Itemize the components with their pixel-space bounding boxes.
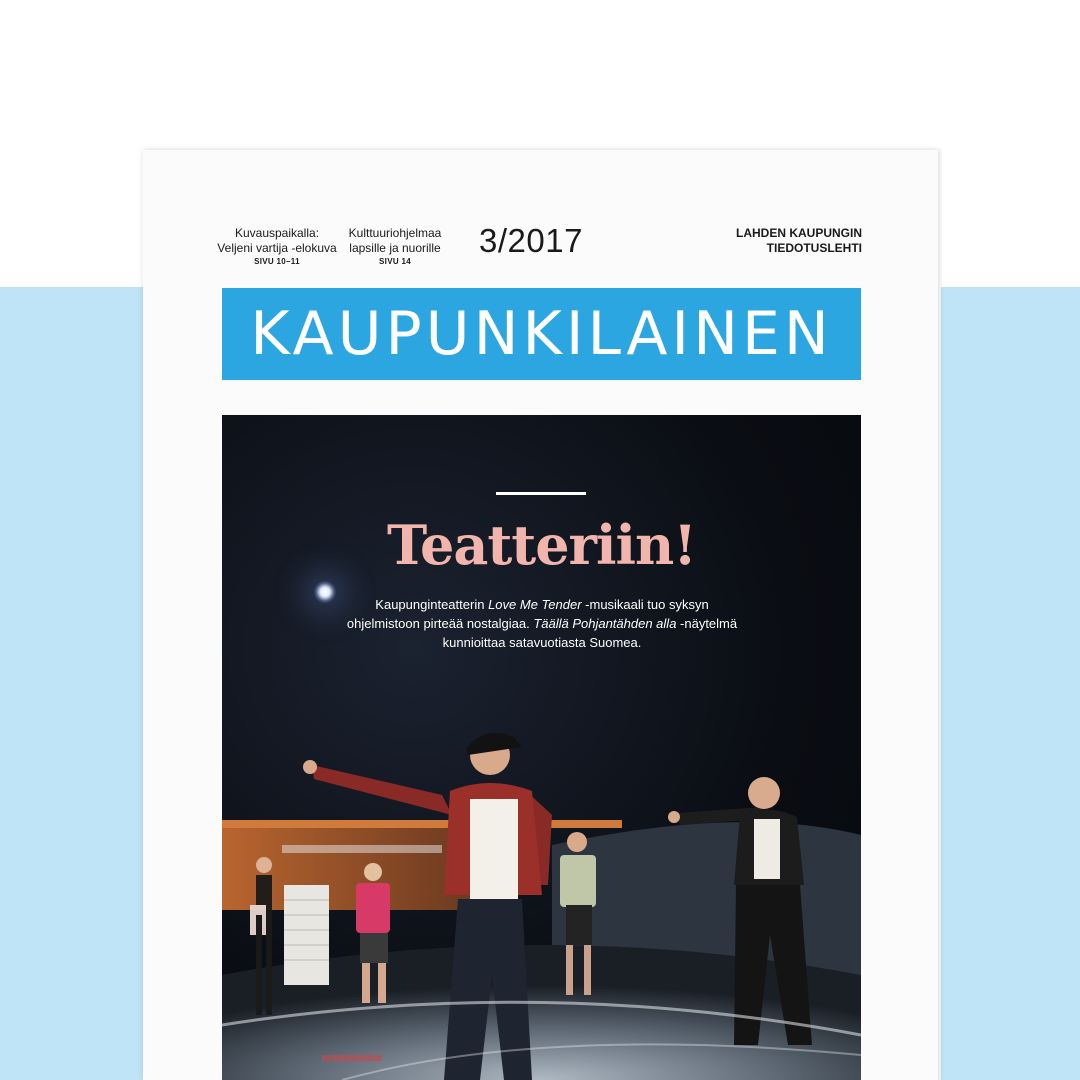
teaser-page-ref: SIVU 10–11 <box>254 257 300 266</box>
masthead-title: KAUPUNKILAINEN <box>250 299 833 369</box>
publisher-label <box>736 226 862 256</box>
lede-text: Kaupunginteatterin <box>375 597 489 612</box>
teaser-filming-location[interactable] <box>217 226 337 268</box>
teaser-culture-program[interactable] <box>339 226 451 268</box>
publisher-line: TIEDOTUSLEHTI <box>766 241 862 255</box>
cover-photo[interactable] <box>222 415 861 1080</box>
paper-edge <box>938 154 941 1080</box>
lede-title: Love Me Tender <box>488 597 582 612</box>
masthead <box>222 288 861 380</box>
newspaper-page <box>143 150 938 1080</box>
lede-title: Täällä Pohjantähden alla <box>533 616 677 631</box>
issue-number: 3/2017 <box>479 222 583 259</box>
lede-text: -musikaali tuo syksyn ohjelmistoon pirteää nostalgiaa. <box>346 597 709 631</box>
headline-rule <box>496 492 586 495</box>
floor-accent <box>322 1055 382 1061</box>
cover-lede <box>342 595 742 652</box>
checker-strip <box>282 845 442 853</box>
teaser-line: Kuvauspaikalla: <box>234 226 320 240</box>
lede-text: -näytelmä kunnioittaa satavuotiasta Suomea. <box>442 616 738 650</box>
publisher-line: LAHDEN KAUPUNGIN <box>736 226 862 240</box>
teaser-line: lapsille ja nuorille <box>349 241 441 255</box>
teaser-line: Kulttuuriohjelmaa <box>348 226 442 240</box>
spotlight-icon <box>314 581 336 603</box>
set-ledge <box>222 820 622 828</box>
cover-headline: Teatteriin! <box>386 513 697 577</box>
teaser-line: Veljeni vartija -elokuva <box>217 241 337 255</box>
teaser-page-ref: SIVU 14 <box>379 257 411 266</box>
